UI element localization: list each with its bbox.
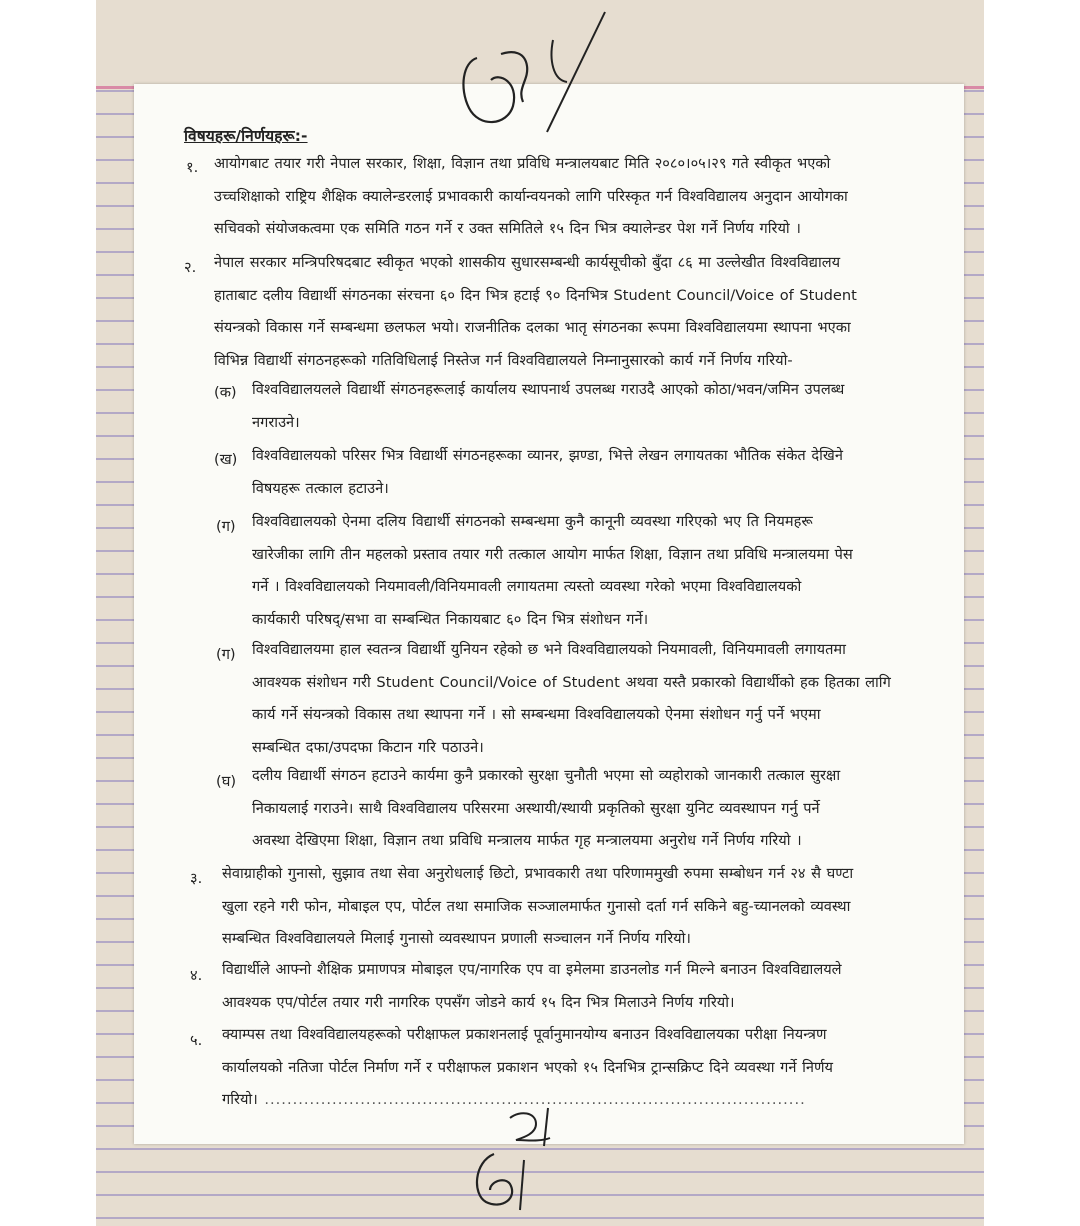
subitem-ga-2-label: (ग) bbox=[216, 646, 236, 663]
text-line: सेवाग्राहीको गुनासो, सुझाव तथा सेवा अनुरोधलाई छिटो, प्रभावकारी तथा परिणाममुखी रुपमा सम्बोधन गर्न २४ सै घण्टा bbox=[222, 865, 854, 882]
item-1-text bbox=[214, 148, 848, 246]
item-1-number: १. bbox=[186, 159, 199, 176]
subitem-ga-label: (ग) bbox=[216, 518, 236, 535]
text-line: आवश्यक एप/पोर्टल तयार गरी नागरिक एपसँग जोडने कार्य १५ दिन भित्र मिलाउने निर्णय गरियो। bbox=[222, 993, 735, 1011]
subitem-ga-text bbox=[252, 506, 853, 636]
text-line: कार्यकारी परिषद्/सभा वा सम्बन्धित निकायबाट ६० दिन भित्र संशोधन गर्ने। bbox=[252, 610, 649, 628]
subitem-ga-2-text bbox=[252, 634, 891, 764]
subitem-gha-label: (घ) bbox=[216, 773, 237, 790]
text-line: नगराउने। bbox=[252, 413, 300, 431]
text-line: नेपाल सरकार मन्त्रिपरिषदबाट स्वीकृत भएको शासकीय सुधारसम्बन्धी कार्यसूचीको बुँदा ८६ मा उल्लेखीत विश्वविद्यालय bbox=[214, 254, 841, 271]
text-line: निकायलाई गराउने। साथै विश्वविद्यालय परिसरमा अस्थायी/स्थायी प्रकृतिको सुरक्षा युनिट व्यवस्थापन गर्नु पर्ने bbox=[252, 799, 820, 817]
text-line: अवस्था देखिएमा शिक्षा, विज्ञान तथा प्रविधि मन्त्रालय मार्फत गृह मन्त्रालयमा अनुरोध गर्ने निर्णय गरियो । bbox=[252, 832, 802, 849]
text-line: सचिवको संयोजकत्वमा एक समिति गठन गर्ने र उक्त समितिले १५ दिन भित्र क्यालेन्डर पेश गर्ने निर्णय गरियो । bbox=[214, 220, 801, 237]
item-3-text bbox=[222, 858, 853, 956]
text-line: विश्वविद्यालयको परिसर भित्र विद्यार्थी संगठनहरूका व्यानर, झण्डा, भित्ते लेखन लगायतका भौतिक संकेत देखिने bbox=[252, 447, 843, 464]
text-line: हाताबाट दलीय विद्यार्थी संगठनका संरचना ६० दिन भित्र हटाई ९० दिनभित्र Student Council/Voice of Student bbox=[214, 286, 857, 304]
dotted-fill: ................................................................................................ bbox=[257, 1091, 806, 1108]
subitem-ka-text bbox=[252, 374, 844, 439]
text-line: विभिन्न विद्यार्थी संगठनहरूको गतिविधिलाई निस्तेज गर्न विश्वविद्यालयले निम्नानुसारको कार्य गर्ने निर्णय गरियो- bbox=[214, 351, 793, 369]
text-line-end: गरियो। bbox=[222, 1091, 258, 1108]
text-line: सम्बन्धित दफा/उपदफा किटान गरि पठाउने। bbox=[252, 738, 484, 756]
item-4-text bbox=[222, 954, 842, 1019]
text-line: सम्बन्धित विश्वविद्यालयले मिलाई गुनासो व्यवस्थापन प्रणाली सञ्चालन गर्ने निर्णय गरियो। bbox=[222, 930, 691, 947]
item-4-number: ४. bbox=[190, 967, 203, 984]
text-line: आयोगबाट तयार गरी नेपाल सरकार, शिक्षा, विज्ञान तथा प्रविधि मन्त्रालयबाट मिति २०८०।०५।२९ गते स्वीकृत भएको bbox=[214, 155, 831, 172]
item-3-number: ३. bbox=[190, 870, 203, 887]
subitem-kha-text bbox=[252, 440, 843, 505]
subitem-ka-label: (क) bbox=[214, 384, 237, 401]
text-line: उच्चशिक्षाको राष्ट्रिय शैक्षिक क्यालेन्डरलाई प्रभावकारी कार्यान्वयनको लागि परिस्कृत गर्न विश्वविद्यालय अनुदान आयोगका bbox=[214, 187, 848, 205]
text-line: संयन्त्रको विकास गर्ने सम्बन्धमा छलफल भयो। राजनीतिक दलका भातृ संगठनका रूपमा विश्वविद्यालयमा स्थापना भएका bbox=[214, 319, 851, 336]
text-line: खुला रहने गरी फोन, मोबाइल एप, पोर्टल तथा समाजिक सञ्जालमार्फत गुनासो दर्ता गर्न सकिने बहु-च्यानलको व्यवस्था bbox=[222, 897, 851, 915]
text-line: दलीय विद्यार्थी संगठन हटाउने कार्यमा कुनै प्रकारको सुरक्षा चुनौती भएमा सो व्यहोराको जानकारी तत्काल सुरक्षा bbox=[252, 767, 841, 784]
text-line: कार्यालयको नतिजा पोर्टल निर्माण गर्ने र परीक्षाफल प्रकाशन भएको १५ दिनभित्र ट्रान्सक्रिप्ट दिने व्यवस्था गर्ने निर्णय bbox=[222, 1058, 833, 1076]
page-heading: विषयहरू/निर्णयहरू:- bbox=[184, 127, 308, 145]
item-5-number: ५. bbox=[190, 1032, 203, 1049]
item-2-number: २. bbox=[184, 259, 197, 276]
handwritten-page-number-top bbox=[455, 10, 615, 135]
text-line: कार्य गर्ने संयन्त्रको विकास तथा स्थापना गर्ने । सो सम्बन्धमा विश्वविद्यालयको ऐनमा संशोधन गर्नु पर्ने भएमा bbox=[252, 706, 821, 723]
text-line: विश्वविद्यालयमा हाल स्वतन्त्र विद्यार्थी युनियन रहेको छ भने विश्वविद्यालयको नियमावली, विनियमावली लगायतमा bbox=[252, 641, 846, 658]
subitem-kha-label: (ख) bbox=[214, 451, 238, 468]
text-line: खारेजीका लागि तीन महलको प्रस्ताव तयार गरी तत्काल आयोग मार्फत शिक्षा, विज्ञान तथा प्रविधि मन्त्रालयमा पेस bbox=[252, 545, 853, 563]
text-line: विश्वविद्यालयको ऐनमा दलिय विद्यार्थी संगठनको सम्बन्धमा कुनै कानूनी व्यवस्था गरिएको भए ति नियमहरू bbox=[252, 513, 813, 530]
text-line: आवश्यक संशोधन गरी Student Council/Voice of Student अथवा यस्तै प्रकारको विद्यार्थीको हक हितका लागि bbox=[252, 673, 891, 691]
text-line: क्याम्पस तथा विश्वविद्यालयहरूको परीक्षाफल प्रकाशनलाई पूर्वानुमानयोग्य बनाउन विश्वविद्यालयका परीक्षा नियन्त्रण bbox=[222, 1026, 827, 1043]
text-line: गर्ने । विश्वविद्यालयको नियमावली/विनियमावली लगायतमा त्यस्तो व्यवस्था गरेको भएमा विश्वविद्यालयको bbox=[252, 578, 802, 595]
text-line: विश्वविद्यालयलले विद्यार्थी संगठनहरूलाई कार्यालय स्थापनार्थ उपलब्ध गराउदै आएको कोठा/भवन/जमिन उपलब्ध bbox=[252, 381, 845, 398]
text-line: विषयहरू तत्काल हटाउने। bbox=[252, 479, 389, 497]
subitem-gha-text bbox=[252, 760, 840, 858]
text-line: विद्यार्थीले आफ्नो शैक्षिक प्रमाणपत्र मोबाइल एप/नागरिक एप वा इमेलमा डाउनलोड गर्न मिल्ने बनाउन विश्वविद्यालयले bbox=[222, 961, 842, 978]
handwritten-page-number-bottom bbox=[460, 1098, 590, 1218]
item-2-text bbox=[214, 247, 857, 377]
